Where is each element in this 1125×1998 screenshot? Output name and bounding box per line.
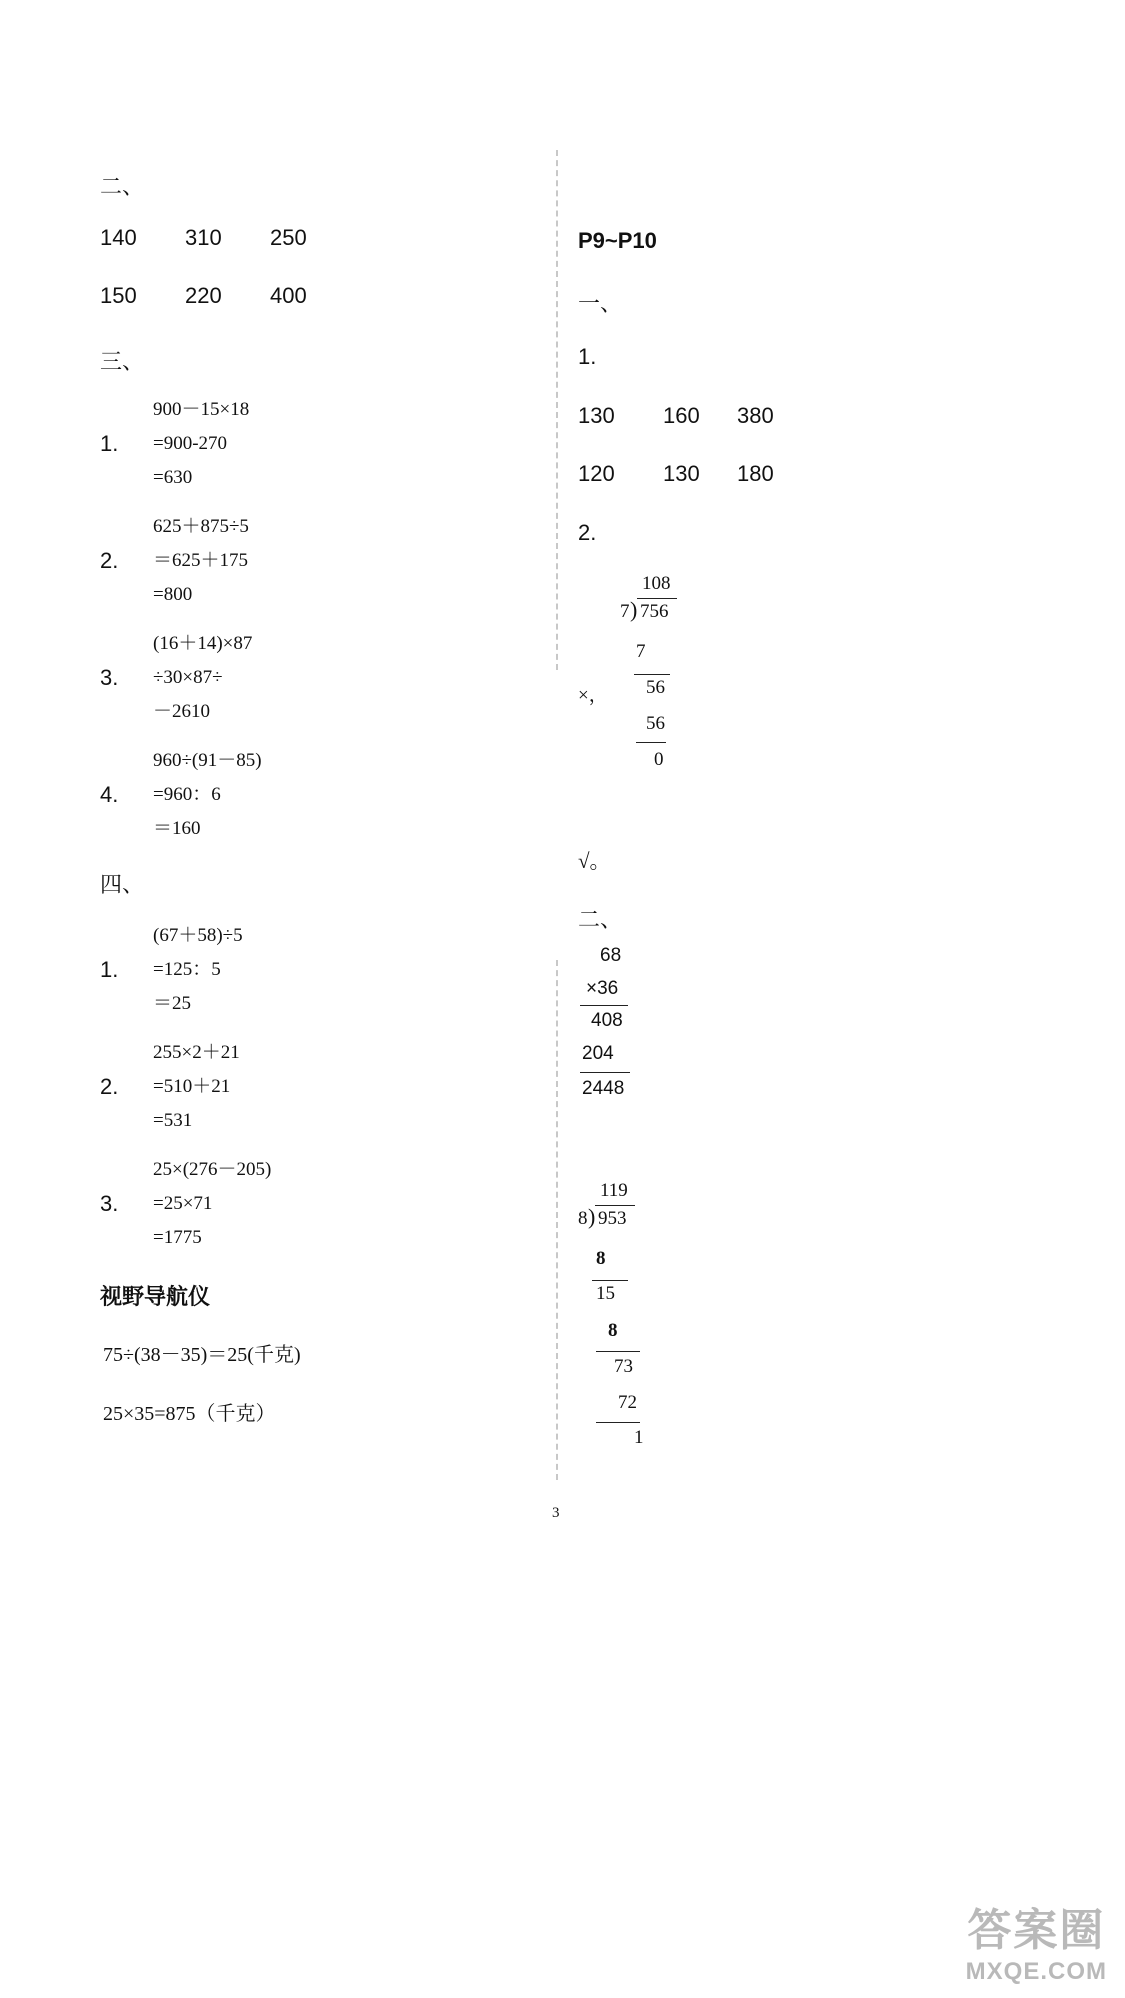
equation-line: =1775	[153, 1227, 202, 1248]
column-divider	[556, 150, 558, 670]
partial-product: 204	[582, 1043, 614, 1064]
vision-line: 25×35=875（千克）	[103, 1403, 276, 1425]
equation-line: ＝160	[153, 818, 201, 839]
division-step: 7	[636, 641, 646, 662]
step-rule	[596, 1422, 640, 1423]
quotient: 108	[642, 573, 671, 594]
bracket: )	[588, 1204, 596, 1229]
equation-block	[153, 393, 249, 495]
item-number: 1.	[100, 431, 119, 456]
quotient: 119	[600, 1180, 628, 1201]
check-mark: √。	[578, 849, 611, 873]
division-step: 73	[614, 1356, 633, 1377]
page-number: 3	[552, 1505, 560, 1521]
question-number: 1.	[578, 344, 597, 369]
section-2-label: 二、	[100, 174, 145, 199]
division-step: 72	[618, 1392, 637, 1413]
answer-value: 140	[100, 225, 137, 250]
section-4-label: 四、	[100, 872, 145, 897]
section-3-label: 三、	[100, 349, 145, 374]
division-step: 0	[654, 749, 664, 770]
item-number: 2.	[100, 1074, 119, 1099]
equation-line: 625＋875÷5	[153, 516, 249, 537]
vision-line: 75÷(38－35)＝25(千克)	[103, 1344, 301, 1366]
answer-value: 130	[578, 403, 615, 428]
product-rule	[580, 1005, 628, 1006]
division-bar	[637, 598, 677, 599]
answer-value: 250	[270, 225, 307, 250]
multiplier: ×36	[586, 978, 619, 999]
item-number: 4.	[100, 782, 119, 807]
page-range-heading: P9~P10	[578, 228, 657, 253]
equation-block	[153, 1036, 240, 1138]
answer-value: 220	[185, 283, 222, 308]
equation-block	[153, 510, 249, 612]
answer-value: 160	[663, 403, 700, 428]
watermark-top-text: 答案圈	[967, 1905, 1106, 1956]
step-rule	[634, 674, 670, 675]
dividend: 953	[598, 1208, 627, 1229]
divisor: 8	[578, 1208, 588, 1229]
answer-value: 180	[737, 461, 774, 486]
equation-line: =800	[153, 584, 193, 605]
equation-block	[153, 627, 252, 729]
equation-line: (16＋14)×87	[153, 633, 253, 654]
partial-product: 408	[591, 1010, 623, 1031]
equation-line: =531	[153, 1110, 193, 1131]
wrong-mark: ×，	[578, 685, 608, 706]
bracket: )	[630, 597, 638, 622]
equation-line: =25×71	[153, 1193, 213, 1214]
division-step: 15	[596, 1283, 615, 1304]
step-rule	[592, 1280, 628, 1281]
equation-line: －2610	[153, 701, 211, 722]
step-rule	[596, 1351, 640, 1352]
product-rule	[580, 1072, 630, 1073]
watermark-bottom-text: MXQE.COM	[965, 1958, 1107, 1985]
equation-line: 255×2＋21	[153, 1042, 240, 1063]
answer-value: 380	[737, 403, 774, 428]
equation-line: 25×(276－205)	[153, 1159, 272, 1180]
answer-value: 130	[663, 461, 700, 486]
equation-block	[153, 919, 243, 1021]
item-number: 1.	[100, 957, 119, 982]
equation-block	[153, 744, 262, 846]
equation-line: =630	[153, 467, 193, 488]
equation-line: =960：6	[153, 784, 221, 805]
equation-line: 900－15×18	[153, 399, 250, 420]
watermark-logo	[966, 1894, 1107, 1986]
division-step: 8	[608, 1320, 618, 1341]
equation-line: ＝625＋175	[153, 550, 249, 571]
equation-line: ÷30×87÷	[153, 667, 223, 688]
question-number: 2.	[578, 520, 597, 545]
section-2-label-right: 二、	[578, 907, 623, 932]
division-step: 56	[646, 713, 665, 734]
division-step: 1	[634, 1427, 644, 1448]
equation-line: (67＋58)÷5	[153, 925, 243, 946]
product-result: 2448	[582, 1078, 625, 1099]
division-step: 8	[596, 1248, 606, 1269]
answer-value: 400	[270, 283, 307, 308]
item-number: 3.	[100, 665, 119, 690]
equation-line: =900-270	[153, 433, 228, 454]
divisor: 7	[620, 601, 630, 622]
vision-navigator-heading: 视野导航仪	[100, 1284, 211, 1309]
answer-value: 150	[100, 283, 137, 308]
equation-line: ＝25	[153, 993, 192, 1014]
equation-line: =510＋21	[153, 1076, 231, 1097]
multiplicand: 68	[600, 945, 622, 966]
column-divider-lower	[556, 960, 558, 1480]
answer-value: 310	[185, 225, 222, 250]
equation-line: 960÷(91－85)	[153, 750, 262, 771]
division-bar	[595, 1205, 635, 1206]
dividend: 756	[640, 601, 669, 622]
answer-value: 120	[578, 461, 615, 486]
item-number: 3.	[100, 1191, 119, 1216]
section-1-label: 一、	[578, 291, 623, 316]
item-number: 2.	[100, 548, 119, 573]
step-rule	[636, 742, 666, 743]
equation-block	[153, 1153, 271, 1255]
equation-line: =125：5	[153, 959, 221, 980]
division-step: 56	[646, 677, 665, 698]
